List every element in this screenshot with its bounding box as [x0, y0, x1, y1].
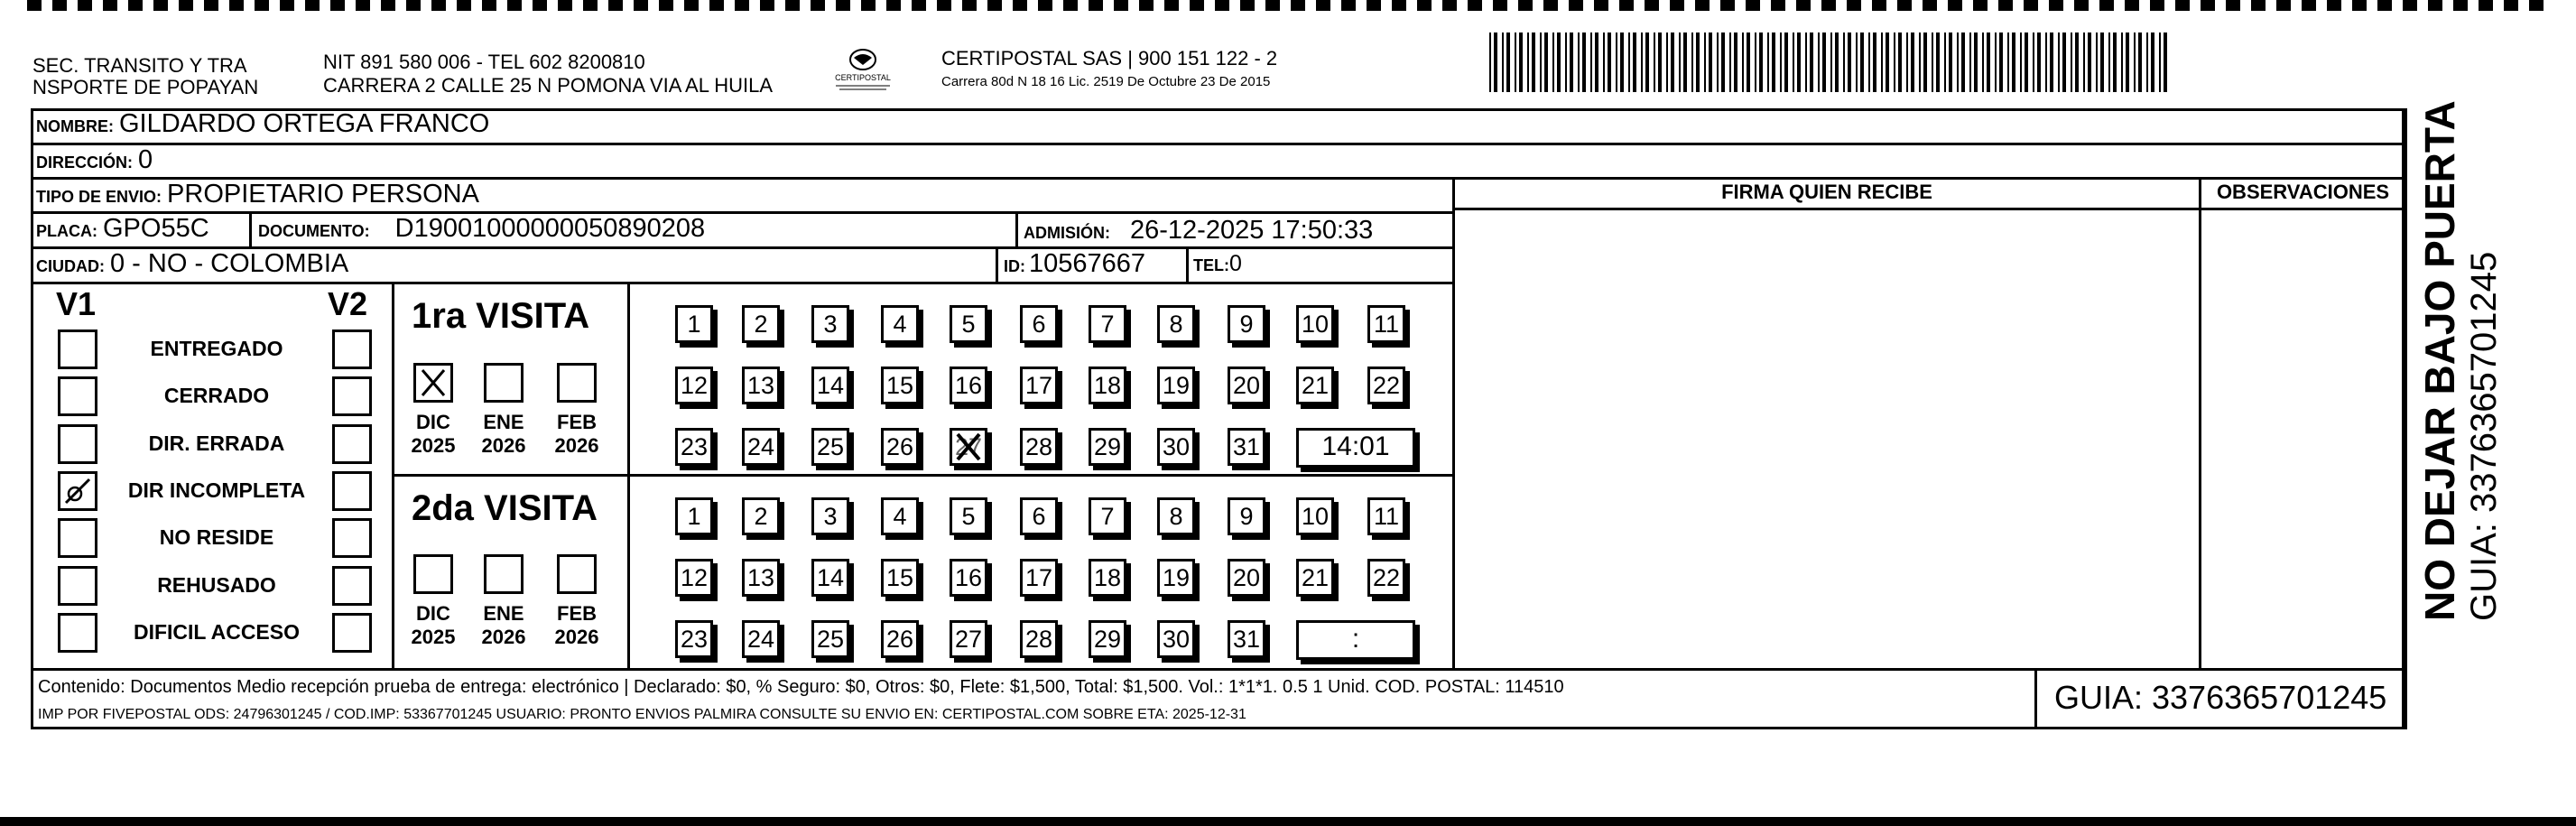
- first-visit-day-23[interactable]: 23: [675, 428, 713, 466]
- barcode-bar: [1691, 32, 1693, 92]
- address-line: CARRERA 2 CALLE 25 N POMONA VIA AL HUILA: [323, 74, 774, 97]
- first-visit-day-14[interactable]: 14: [811, 367, 849, 404]
- first-visit-day-15[interactable]: 15: [881, 367, 919, 404]
- status-label: CERRADO: [163, 384, 270, 407]
- barcode: [1489, 32, 2175, 92]
- signature-area[interactable]: [1455, 210, 2199, 668]
- admision-row: [1024, 216, 1373, 246]
- second-visit-day-30[interactable]: 30: [1157, 620, 1195, 658]
- barcode-bar: [2012, 32, 2015, 92]
- first-visit-day-8[interactable]: 8: [1157, 305, 1195, 343]
- barcode-bar: [1906, 32, 1908, 92]
- nombre-row: [36, 109, 489, 139]
- footer-guia: GUIA: 3376365701245: [2054, 679, 2387, 716]
- direccion-value: 0: [138, 145, 153, 174]
- barcode-bar: [1666, 32, 1668, 92]
- second-visit-day-3[interactable]: 3: [811, 497, 849, 535]
- barcode-bar: [1557, 32, 1561, 92]
- barcode-bar: [1848, 32, 1851, 92]
- barcode-bar: [1540, 32, 1542, 92]
- v2-header: V2: [328, 285, 368, 322]
- v1-checkbox[interactable]: [58, 329, 97, 369]
- ciudad-row: [36, 249, 348, 279]
- barcode-bar: [1999, 32, 2003, 92]
- barcode-bar: [1982, 32, 1984, 92]
- barcode-bar: [1886, 32, 1889, 92]
- side-warning: NO DEJAR BAJO PUERTA: [2416, 100, 2463, 621]
- footer-print-line: IMP POR FIVEPOSTAL ODS: 24796301245 / COD.IMP: 53367701245 USUARIO: PRONTO ENVIOS PALMIRA CONSULTE SU ENVIO EN: CERTIPOSTAL.COM SOBRE ETA: 2025-12-31: [38, 707, 1246, 722]
- tipo-envio-value: PROPIETARIO PERSONA: [167, 180, 479, 209]
- v1-checkbox[interactable]: [58, 424, 97, 464]
- tipo-envio-label: TIPO DE ENVIO:: [36, 188, 162, 206]
- barcode-bar: [1658, 32, 1662, 92]
- first-visit-day-16[interactable]: 16: [950, 367, 987, 404]
- barcode-bar: [2164, 32, 2167, 92]
- first-visit-month-label: ENE 2026: [481, 411, 526, 457]
- v1-checkbox[interactable]: [58, 518, 97, 558]
- first-visit-month-checkbox[interactable]: [413, 363, 453, 403]
- admision-value: 26-12-2025 17:50:33: [1130, 216, 1374, 245]
- sender-line-2: NSPORTE DE POPAYAN: [32, 76, 259, 98]
- second-visit-day-7[interactable]: 7: [1089, 497, 1126, 535]
- barcode-bar: [1797, 32, 1801, 92]
- second-visit-day-11[interactable]: 11: [1367, 497, 1405, 535]
- first-visit-day-18[interactable]: 18: [1089, 367, 1126, 404]
- second-visit-month-checkbox[interactable]: [413, 554, 453, 594]
- barcode-bar: [1515, 32, 1516, 92]
- second-visit-day-17[interactable]: 17: [1020, 559, 1058, 597]
- v2-checkbox[interactable]: [332, 329, 372, 369]
- first-visit-day-30[interactable]: 30: [1157, 428, 1195, 466]
- barcode-bar: [2121, 32, 2123, 92]
- first-visit-day-25[interactable]: 25: [811, 428, 849, 466]
- tel-value: 0: [1229, 251, 1242, 276]
- side-guia: GUIA: 3376365701245: [2464, 251, 2504, 621]
- first-visit-month-label: FEB 2026: [554, 411, 599, 457]
- barcode-bar: [1923, 32, 1927, 92]
- first-visit-day-9[interactable]: 9: [1228, 305, 1265, 343]
- nit-line: NIT 891 580 006 - TEL 602 8200810: [323, 51, 645, 73]
- barcode-bar: [1578, 32, 1580, 92]
- barcode-bar: [2159, 32, 2161, 92]
- barcode-bar: [1767, 32, 1769, 92]
- barcode-bar: [2050, 32, 2053, 92]
- barcode-bar: [2096, 32, 2098, 92]
- barcode-bar: [1957, 32, 1959, 92]
- first-visit-month-checkbox[interactable]: [557, 363, 597, 403]
- first-visit-day-3[interactable]: 3: [811, 305, 849, 343]
- v2-checkbox[interactable]: [332, 566, 372, 606]
- second-visit-day-6[interactable]: 6: [1020, 497, 1058, 535]
- barcode-bar: [1898, 32, 1902, 92]
- barcode-bar: [2108, 32, 2110, 92]
- nombre-label: NOMBRE:: [36, 117, 114, 135]
- barcode-bar: [1696, 32, 1700, 92]
- second-visit-day-31[interactable]: 31: [1228, 620, 1265, 658]
- v2-checkbox[interactable]: [332, 613, 372, 653]
- barcode-bar: [2134, 32, 2136, 92]
- tipo-envio-row: [36, 180, 479, 209]
- barcode-bar: [2113, 32, 2117, 92]
- first-visit-day-5[interactable]: 5: [950, 305, 987, 343]
- barcode-bar: [1565, 32, 1567, 92]
- svg-text:CERTIPOSTAL: CERTIPOSTAL: [835, 73, 891, 82]
- placa-label: PLACA:: [36, 222, 97, 240]
- second-visit-day-10[interactable]: 10: [1296, 497, 1334, 535]
- barcode-bar: [1949, 32, 1952, 92]
- second-visit-day-25[interactable]: 25: [811, 620, 849, 658]
- first-visit-day-27[interactable]: 27: [950, 428, 987, 466]
- observaciones-header: OBSERVACIONES: [2216, 181, 2390, 203]
- barcode-bar: [1843, 32, 1845, 92]
- barcode-bar: [2058, 32, 2060, 92]
- v2-checkbox[interactable]: [332, 424, 372, 464]
- barcode-bar: [1987, 32, 1990, 92]
- barcode-bar: [1641, 32, 1643, 92]
- barcode-bar: [1552, 32, 1554, 92]
- second-visit-day-8[interactable]: 8: [1157, 497, 1195, 535]
- status-label: ENTREGADO: [150, 337, 283, 360]
- barcode-bar: [1582, 32, 1586, 92]
- barcode-bar: [2088, 32, 2091, 92]
- firma-header: FIRMA QUIEN RECIBE: [1721, 181, 1932, 203]
- barcode-bar: [1704, 32, 1706, 92]
- barcode-bar: [1620, 32, 1624, 92]
- barcode-bar: [1818, 32, 1820, 92]
- first-visit-day-12[interactable]: 12: [675, 367, 713, 404]
- v1-checkbox[interactable]: [58, 613, 97, 653]
- direccion-label: DIRECCIÓN:: [36, 153, 133, 172]
- barcode-bar: [2138, 32, 2142, 92]
- second-visit-day-18[interactable]: 18: [1089, 559, 1126, 597]
- second-visit-month-checkbox[interactable]: [557, 554, 597, 594]
- barcode-bar: [1527, 32, 1529, 92]
- barcode-bar: [1489, 32, 1491, 92]
- status-label: NO RESIDE: [159, 525, 274, 549]
- second-visit-day-12[interactable]: 12: [675, 559, 713, 597]
- top-dashed-border: [27, 0, 2549, 11]
- placa-value: GPO55C: [103, 214, 209, 243]
- barcode-bar: [1911, 32, 1914, 92]
- second-visit-day-20[interactable]: 20: [1228, 559, 1265, 597]
- v1-checkbox[interactable]: [58, 376, 97, 416]
- tel-label: TEL:: [1193, 256, 1229, 274]
- barcode-bar: [2100, 32, 2104, 92]
- first-visit-day-7[interactable]: 7: [1089, 305, 1126, 343]
- barcode-bar: [1734, 32, 1737, 92]
- second-visit-day-23[interactable]: 23: [675, 620, 713, 658]
- documento-label: DOCUMENTO:: [258, 222, 370, 240]
- second-visit-day-19[interactable]: 19: [1157, 559, 1195, 597]
- second-visit-day-5[interactable]: 5: [950, 497, 987, 535]
- placa-row: [36, 214, 209, 244]
- side-text: [2415, 100, 2505, 621]
- barcode-bar: [1868, 32, 1870, 92]
- first-visit-month-checkbox[interactable]: [484, 363, 524, 403]
- tel-row: [1193, 251, 1242, 277]
- barcode-bar: [1830, 32, 1832, 92]
- first-visit-day-28[interactable]: 28: [1020, 428, 1058, 466]
- barcode-bar: [1654, 32, 1655, 92]
- barcode-bar: [1742, 32, 1744, 92]
- first-visit-title: 1ra VISITA: [412, 296, 590, 336]
- barcode-bar: [1995, 32, 1997, 92]
- first-visit-month-label: DIC 2025: [411, 411, 456, 457]
- second-visit-day-21[interactable]: 21: [1296, 559, 1334, 597]
- barcode-bar: [1519, 32, 1523, 92]
- second-visit-day-27[interactable]: 27: [950, 620, 987, 658]
- barcode-bar: [1729, 32, 1731, 92]
- barcode-bar: [1616, 32, 1617, 92]
- second-visit-month-checkbox[interactable]: [484, 554, 524, 594]
- second-visit-month-label: ENE 2026: [481, 602, 526, 648]
- first-visit-day-21[interactable]: 21: [1296, 367, 1334, 404]
- certipostal-logo: [827, 43, 899, 96]
- barcode-bar: [1881, 32, 1883, 92]
- barcode-bar: [1974, 32, 1978, 92]
- first-visit-day-13[interactable]: 13: [742, 367, 780, 404]
- second-visit-day-2[interactable]: 2: [742, 497, 780, 535]
- second-visit-title: 2da VISITA: [412, 488, 598, 528]
- footer-content-line: Contenido: Documentos Medio recepción prueba de entrega: electrónico | Declarado: $0, % Seguro: $0, Otros: $0, Flete: $1,500, Total: $1,500. Vol.: 1*1*1. 0.5 1 Unid. COD. POSTAL: 114510: [38, 677, 1564, 697]
- v1-checkbox[interactable]: [58, 471, 97, 511]
- barcode-bar: [1645, 32, 1649, 92]
- second-visit-day-16[interactable]: 16: [950, 559, 987, 597]
- barcode-bar: [1835, 32, 1839, 92]
- barcode-bar: [2025, 32, 2028, 92]
- status-label: DIR. ERRADA: [148, 432, 285, 455]
- first-visit-day-31[interactable]: 31: [1228, 428, 1265, 466]
- barcode-bar: [1936, 32, 1940, 92]
- second-visit-day-22[interactable]: 22: [1367, 559, 1405, 597]
- barcode-bar: [1717, 32, 1719, 92]
- barcode-bar: [1506, 32, 1510, 92]
- first-visit-day-29[interactable]: 29: [1089, 428, 1126, 466]
- barcode-bar: [1532, 32, 1535, 92]
- first-visit-day-19[interactable]: 19: [1157, 367, 1195, 404]
- admision-label: ADMISIÓN:: [1024, 224, 1110, 242]
- barcode-bar: [1679, 32, 1681, 92]
- id-value: 10567667: [1029, 249, 1146, 278]
- v1-header: V1: [56, 285, 97, 322]
- second-visit-day-29[interactable]: 29: [1089, 620, 1126, 658]
- company-line: CERTIPOSTAL SAS | 900 151 122 - 2: [941, 47, 1278, 70]
- first-visit-day-4[interactable]: 4: [881, 305, 919, 343]
- barcode-bar: [1894, 32, 1895, 92]
- status-label: DIR INCOMPLETA: [127, 478, 306, 502]
- barcode-bar: [1780, 32, 1782, 92]
- second-visit-day-28[interactable]: 28: [1020, 620, 1058, 658]
- barcode-bar: [2033, 32, 2034, 92]
- barcode-bar: [1628, 32, 1630, 92]
- first-visit-day-10[interactable]: 10: [1296, 305, 1334, 343]
- id-row: [1004, 249, 1145, 279]
- ciudad-value: 0 - NO - COLOMBIA: [110, 249, 349, 278]
- license-line: Carrera 80d N 18 16 Lic. 2519 De Octubre 23 De 2015: [941, 74, 1271, 89]
- second-visit-day-26[interactable]: 26: [881, 620, 919, 658]
- v2-checkbox[interactable]: [332, 518, 372, 558]
- first-visit-time-field[interactable]: 14:01: [1296, 428, 1415, 468]
- barcode-bar: [1544, 32, 1548, 92]
- second-visit-day-9[interactable]: 9: [1228, 497, 1265, 535]
- documento-value: D19001000000050890208: [394, 214, 706, 243]
- barcode-bar: [1755, 32, 1756, 92]
- barcode-bar: [2062, 32, 2066, 92]
- second-visit-month-label: DIC 2025: [411, 602, 456, 648]
- barcode-bar: [2075, 32, 2079, 92]
- second-visit-time-field[interactable]: :: [1296, 620, 1415, 660]
- first-visit-day-2[interactable]: 2: [742, 305, 780, 343]
- barcode-bar: [1595, 32, 1598, 92]
- barcode-bar: [1633, 32, 1636, 92]
- barcode-bar: [1810, 32, 1813, 92]
- barcode-bar: [1494, 32, 1497, 92]
- v1-checkbox[interactable]: [58, 566, 97, 606]
- ciudad-label: CIUDAD:: [36, 257, 105, 275]
- barcode-bar: [2126, 32, 2129, 92]
- bottom-border: [0, 817, 2576, 826]
- barcode-bar: [2020, 32, 2022, 92]
- first-visit-day-22[interactable]: 22: [1367, 367, 1405, 404]
- barcode-bar: [2083, 32, 2085, 92]
- first-visit-day-24[interactable]: 24: [742, 428, 780, 466]
- documento-row: [258, 214, 705, 244]
- barcode-bar: [2007, 32, 2009, 92]
- barcode-bar: [1671, 32, 1674, 92]
- barcode-bar: [1873, 32, 1876, 92]
- barcode-bar: [1570, 32, 1573, 92]
- barcode-bar: [1608, 32, 1611, 92]
- barcode-bar: [1822, 32, 1826, 92]
- barcode-bar: [1944, 32, 1946, 92]
- observations-area[interactable]: [2201, 210, 2405, 668]
- barcode-bar: [1932, 32, 1933, 92]
- first-visit-day-20[interactable]: 20: [1228, 367, 1265, 404]
- barcode-bar: [2151, 32, 2154, 92]
- barcode-bar: [1721, 32, 1725, 92]
- barcode-bar: [2045, 32, 2047, 92]
- barcode-bar: [1709, 32, 1712, 92]
- id-label: ID:: [1004, 257, 1025, 275]
- second-visit-day-15[interactable]: 15: [881, 559, 919, 597]
- second-visit-day-14[interactable]: 14: [811, 559, 849, 597]
- barcode-bar: [1856, 32, 1858, 92]
- barcode-bar: [1793, 32, 1794, 92]
- status-label: DIFICIL ACCESO: [133, 620, 300, 644]
- barcode-bar: [1784, 32, 1788, 92]
- status-label: REHUSADO: [157, 573, 276, 597]
- barcode-bar: [1502, 32, 1504, 92]
- sender-line-1: SEC. TRANSITO Y TRA: [32, 54, 247, 77]
- second-visit-day-1[interactable]: 1: [675, 497, 713, 535]
- nombre-value: GILDARDO ORTEGA FRANCO: [119, 109, 490, 138]
- barcode-bar: [1919, 32, 1921, 92]
- v2-checkbox[interactable]: [332, 376, 372, 416]
- barcode-bar: [2071, 32, 2072, 92]
- direccion-row: [36, 145, 153, 175]
- barcode-bar: [1805, 32, 1807, 92]
- barcode-bar: [1603, 32, 1605, 92]
- barcode-bar: [1759, 32, 1763, 92]
- barcode-bar: [2037, 32, 2041, 92]
- v2-checkbox[interactable]: [332, 471, 372, 511]
- barcode-bar: [2146, 32, 2148, 92]
- barcode-bar: [1590, 32, 1592, 92]
- barcode-bar: [1860, 32, 1864, 92]
- barcode-bar: [1747, 32, 1750, 92]
- second-visit-day-4[interactable]: 4: [881, 497, 919, 535]
- first-visit-day-6[interactable]: 6: [1020, 305, 1058, 343]
- first-visit-day-1[interactable]: 1: [675, 305, 713, 343]
- second-visit-month-label: FEB 2026: [554, 602, 599, 648]
- second-visit-day-24[interactable]: 24: [742, 620, 780, 658]
- second-visit-day-13[interactable]: 13: [742, 559, 780, 597]
- first-visit-day-26[interactable]: 26: [881, 428, 919, 466]
- first-visit-day-11[interactable]: 11: [1367, 305, 1405, 343]
- barcode-bar: [1961, 32, 1965, 92]
- barcode-bar: [1683, 32, 1687, 92]
- barcode-bar: [1772, 32, 1775, 92]
- first-visit-day-17[interactable]: 17: [1020, 367, 1058, 404]
- barcode-bar: [1969, 32, 1971, 92]
